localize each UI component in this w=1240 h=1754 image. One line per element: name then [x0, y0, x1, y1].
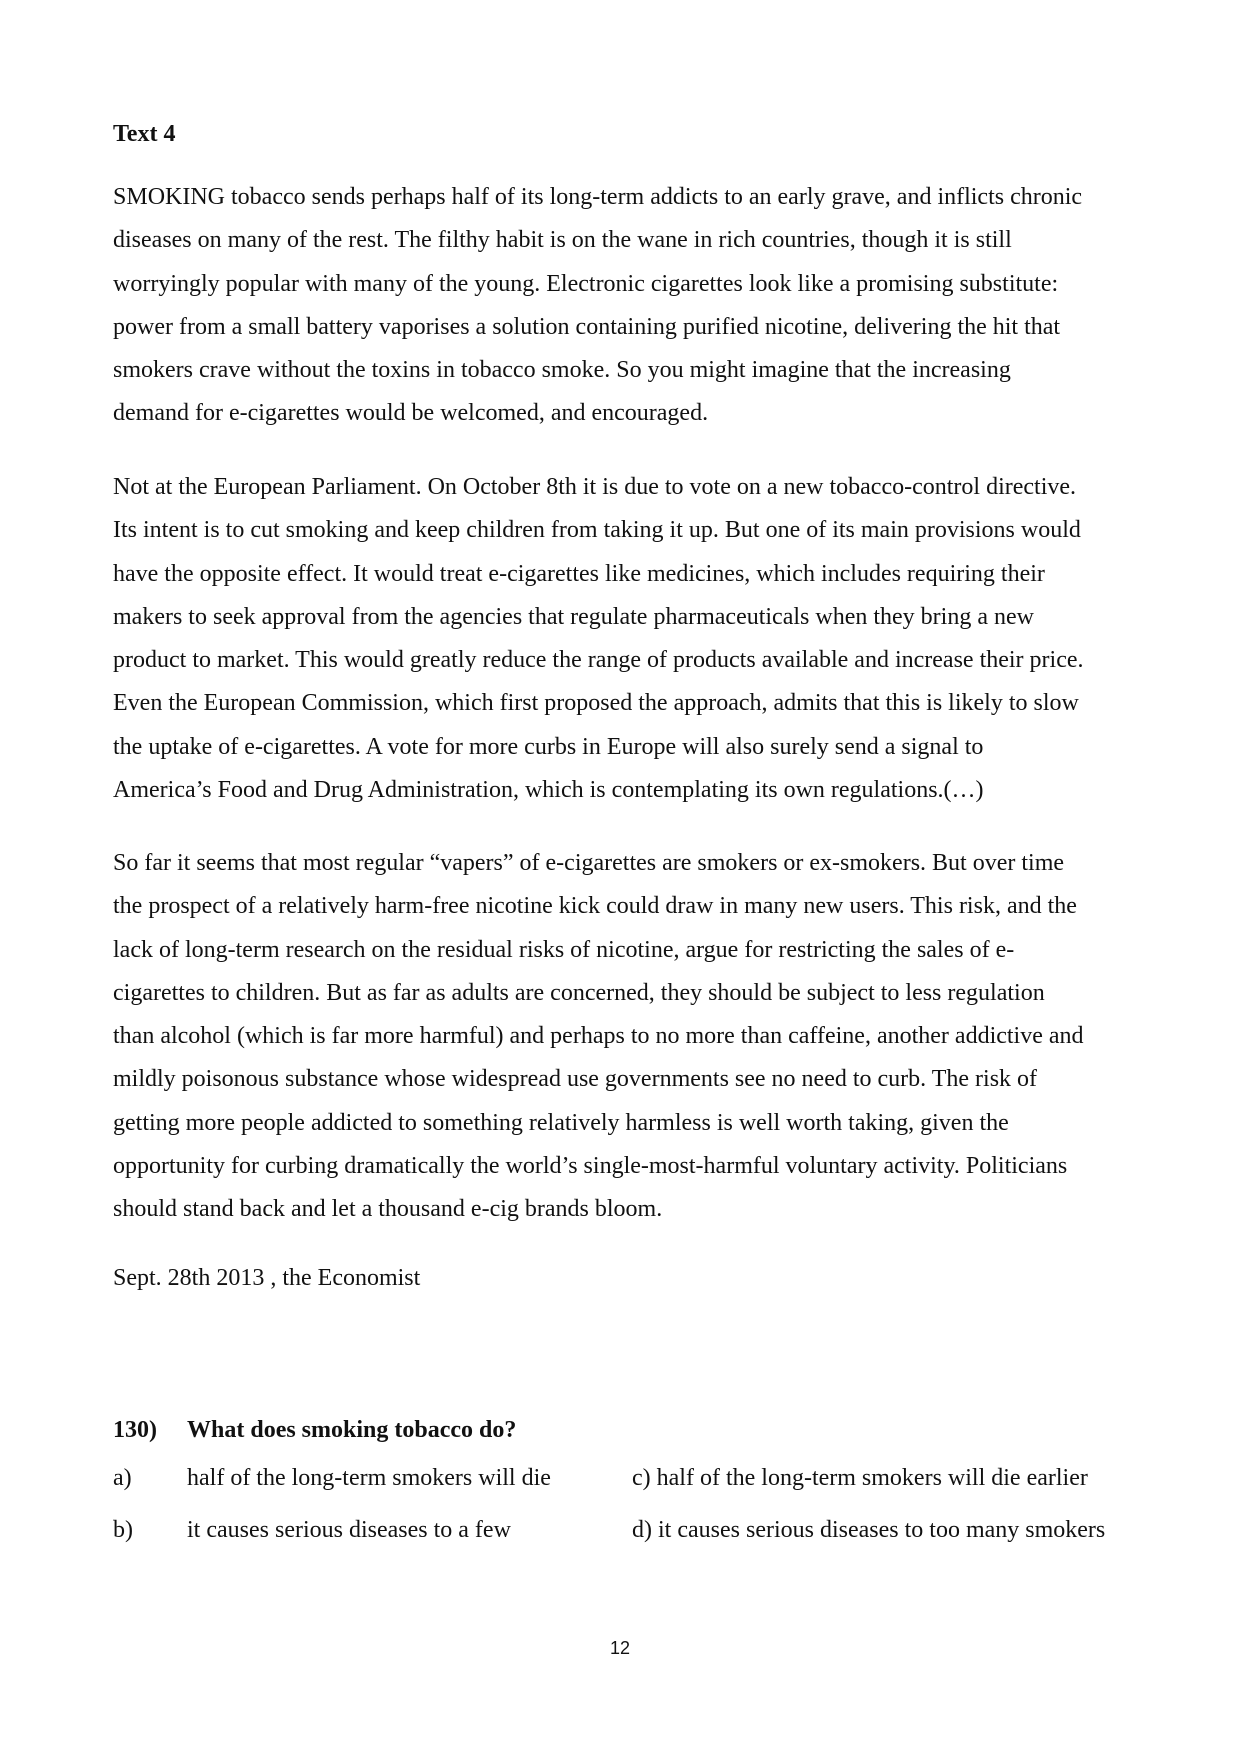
option-c-text: half of the long-term smokers will die earlier: [656, 1465, 1088, 1491]
option-a-letter: a): [113, 1465, 132, 1491]
source-citation: Sept. 28th 2013 , the Economist: [113, 1265, 421, 1291]
question-number: 130): [113, 1417, 157, 1443]
paragraph-line: America’s Food and Drug Administration, which is contemplating its own regulations.(…): [113, 777, 984, 804]
text-heading: Text 4: [113, 121, 176, 147]
paragraph-line: should stand back and let a thousand e-cig brands bloom.: [113, 1196, 663, 1223]
paragraph-line: cigarettes to children. But as far as adults are concerned, they should be subject to less regulation: [113, 979, 1045, 1006]
paragraph-line: makers to seek approval from the agencies that regulate pharmaceuticals when they bring a new: [113, 603, 1034, 630]
paragraph-line: getting more people addicted to something relatively harmless is well worth taking, given the: [113, 1109, 1009, 1136]
paragraph-line: Even the European Commission, which first proposed the approach, admits that this is likely to slow: [113, 690, 1079, 717]
paragraph-1: [113, 176, 1133, 436]
question-prompt: What does smoking tobacco do?: [187, 1417, 517, 1443]
option-c-item: [632, 1462, 1088, 1494]
paragraph-line: opportunity for curbing dramatically the world’s single-most-harmful voluntary activity. Politicians: [113, 1153, 1068, 1180]
paragraph-line: smokers crave without the toxins in tobacco smoke. So you might imagine that the increasing: [113, 357, 1011, 384]
paragraph-line: Its intent is to cut smoking and keep children from taking it up. But one of its main provisions would: [113, 517, 1081, 544]
paragraph-line: lack of long-term research on the residual risks of nicotine, argue for restricting the sales of e-: [113, 936, 1015, 963]
paragraph-2: [113, 466, 1133, 812]
paragraph-3: [113, 842, 1133, 1232]
paragraph-line: Not at the European Parliament. On October 8th it is due to vote on a new tobacco-control directive.: [113, 474, 1077, 500]
page-number: 12: [609, 1638, 631, 1658]
option-d-item: [632, 1514, 1105, 1546]
paragraph-line: SMOKING tobacco sends perhaps half of its long-term addicts to an early grave, and inflicts chronic: [113, 184, 1083, 210]
paragraph-line: demand for e-cigarettes would be welcomed, and encouraged.: [113, 400, 709, 427]
paragraph-line: have the opposite effect. It would treat e-cigarettes like medicines, which includes requiring their: [113, 560, 1045, 587]
paragraph-line: worryingly popular with many of the young. Electronic cigarettes look like a promising substitute:: [113, 270, 1059, 297]
option-c-letter: c): [632, 1465, 651, 1491]
paragraph-line: the prospect of a relatively harm-free nicotine kick could draw in many new users. This risk, and the: [113, 893, 1077, 920]
paragraph-line: the uptake of e-cigarettes. A vote for more curbs in Europe will also surely send a signal to: [113, 733, 984, 760]
paragraph-line: mildly poisonous substance whose widespread use governments see no need to curb. The risk of: [113, 1066, 1038, 1093]
paragraph-line: than alcohol (which is far more harmful) and perhaps to no more than caffeine, another addictive and: [113, 1023, 1084, 1050]
option-a-text: half of the long-term smokers will die: [187, 1465, 551, 1491]
paragraph-line: So far it seems that most regular “vapers” of e-cigarettes are smokers or ex-smokers. But over time: [113, 850, 1065, 876]
paragraph-line: diseases on many of the rest. The filthy habit is on the wane in rich countries, though it is still: [113, 227, 1012, 254]
option-d-letter: d): [632, 1517, 652, 1543]
option-d-text: it causes serious diseases to too many smokers: [658, 1517, 1106, 1543]
option-b-text: it causes serious diseases to a few: [187, 1517, 511, 1543]
option-b-letter: b): [113, 1517, 133, 1543]
paragraph-line: product to market. This would greatly reduce the range of products available and increase their price.: [113, 647, 1084, 674]
paragraph-line: power from a small battery vaporises a solution containing purified nicotine, delivering the hit that: [113, 313, 1061, 340]
